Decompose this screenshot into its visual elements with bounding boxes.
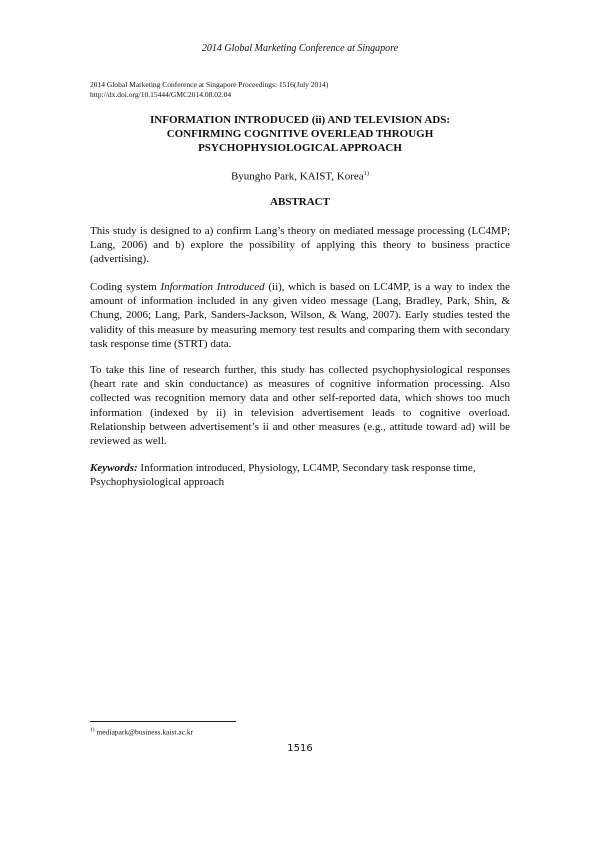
footnote-divider [90,721,236,722]
proceedings-info [90,80,328,99]
proceedings-citation: 2014 Global Marketing Conference at Singapore Proceedings: 1516(July 2014) [90,80,329,89]
title-line: INFORMATION INTRODUCED (ii) AND TELEVISION ADS: [150,114,450,126]
title-line: PSYCHOPHYSIOLOGICAL APPROACH [198,142,402,154]
running-header: 2014 Global Marketing Conference at Singapore [201,43,399,54]
italic-term: Information Introduced [160,281,265,293]
paper-title [90,113,510,155]
page-number: 1516 [287,743,313,754]
title-line: CONFIRMING COGNITIVE OVERLEAD THROUGH [166,128,434,140]
keywords [90,461,510,489]
author-footnote-mark: 1) [363,170,370,177]
abstract-heading: ABSTRACT [270,196,330,208]
author-line [0,170,600,183]
author-name: Byungho Park, KAIST, Korea [230,170,364,183]
abstract-paragraph-1: This study is designed to a) confirm Lang’s theory on mediated message processing (LC4MP; Lang, 2006) and b) explore the possibility of applying this theory to business practice (advertising). [90,225,510,266]
footnote [90,727,193,737]
footnote-mark: 1) [90,727,95,733]
paragraph-text: (ii), which is based on LC4MP, is a way to index the amount of information included in any given video message (Lang, Bradley, Park, Shin, & Chung, 2006; Lang, Park, Sanders-Jackson, Wilson, & Wang, 2007). Early studies tested the validity of this measure by measuring memory test results and comparing them with secondary task response time (STRT) data. [90,281,511,350]
abstract-paragraph-3: To take this line of research further, this study has collected psychophysiological responses (heart rate and skin conductance) as measures of cognitive information processing. Also collected was recognition memory data and other self-reported data, which shows too much information (indexed by ii) in television advertisement leads to cognitive overload. Relationship between advertisement’s ii and other measures (e.g., attitude toward ad) will be reviewed as well. [90,364,510,448]
abstract-paragraph-2 [90,280,510,351]
keywords-text: Information introduced, Physiology, LC4MP, Secondary task response time, Psychophysiological approach [90,462,476,489]
keywords-label: Keywords: [90,462,138,474]
doi-link[interactable]: http://dx.doi.org/10.15444/GMC2014.08.02.04 [90,89,232,99]
paragraph-text: Coding system [90,281,161,293]
footnote-email: mediapark@business.kaist.ac.kr [94,727,194,737]
